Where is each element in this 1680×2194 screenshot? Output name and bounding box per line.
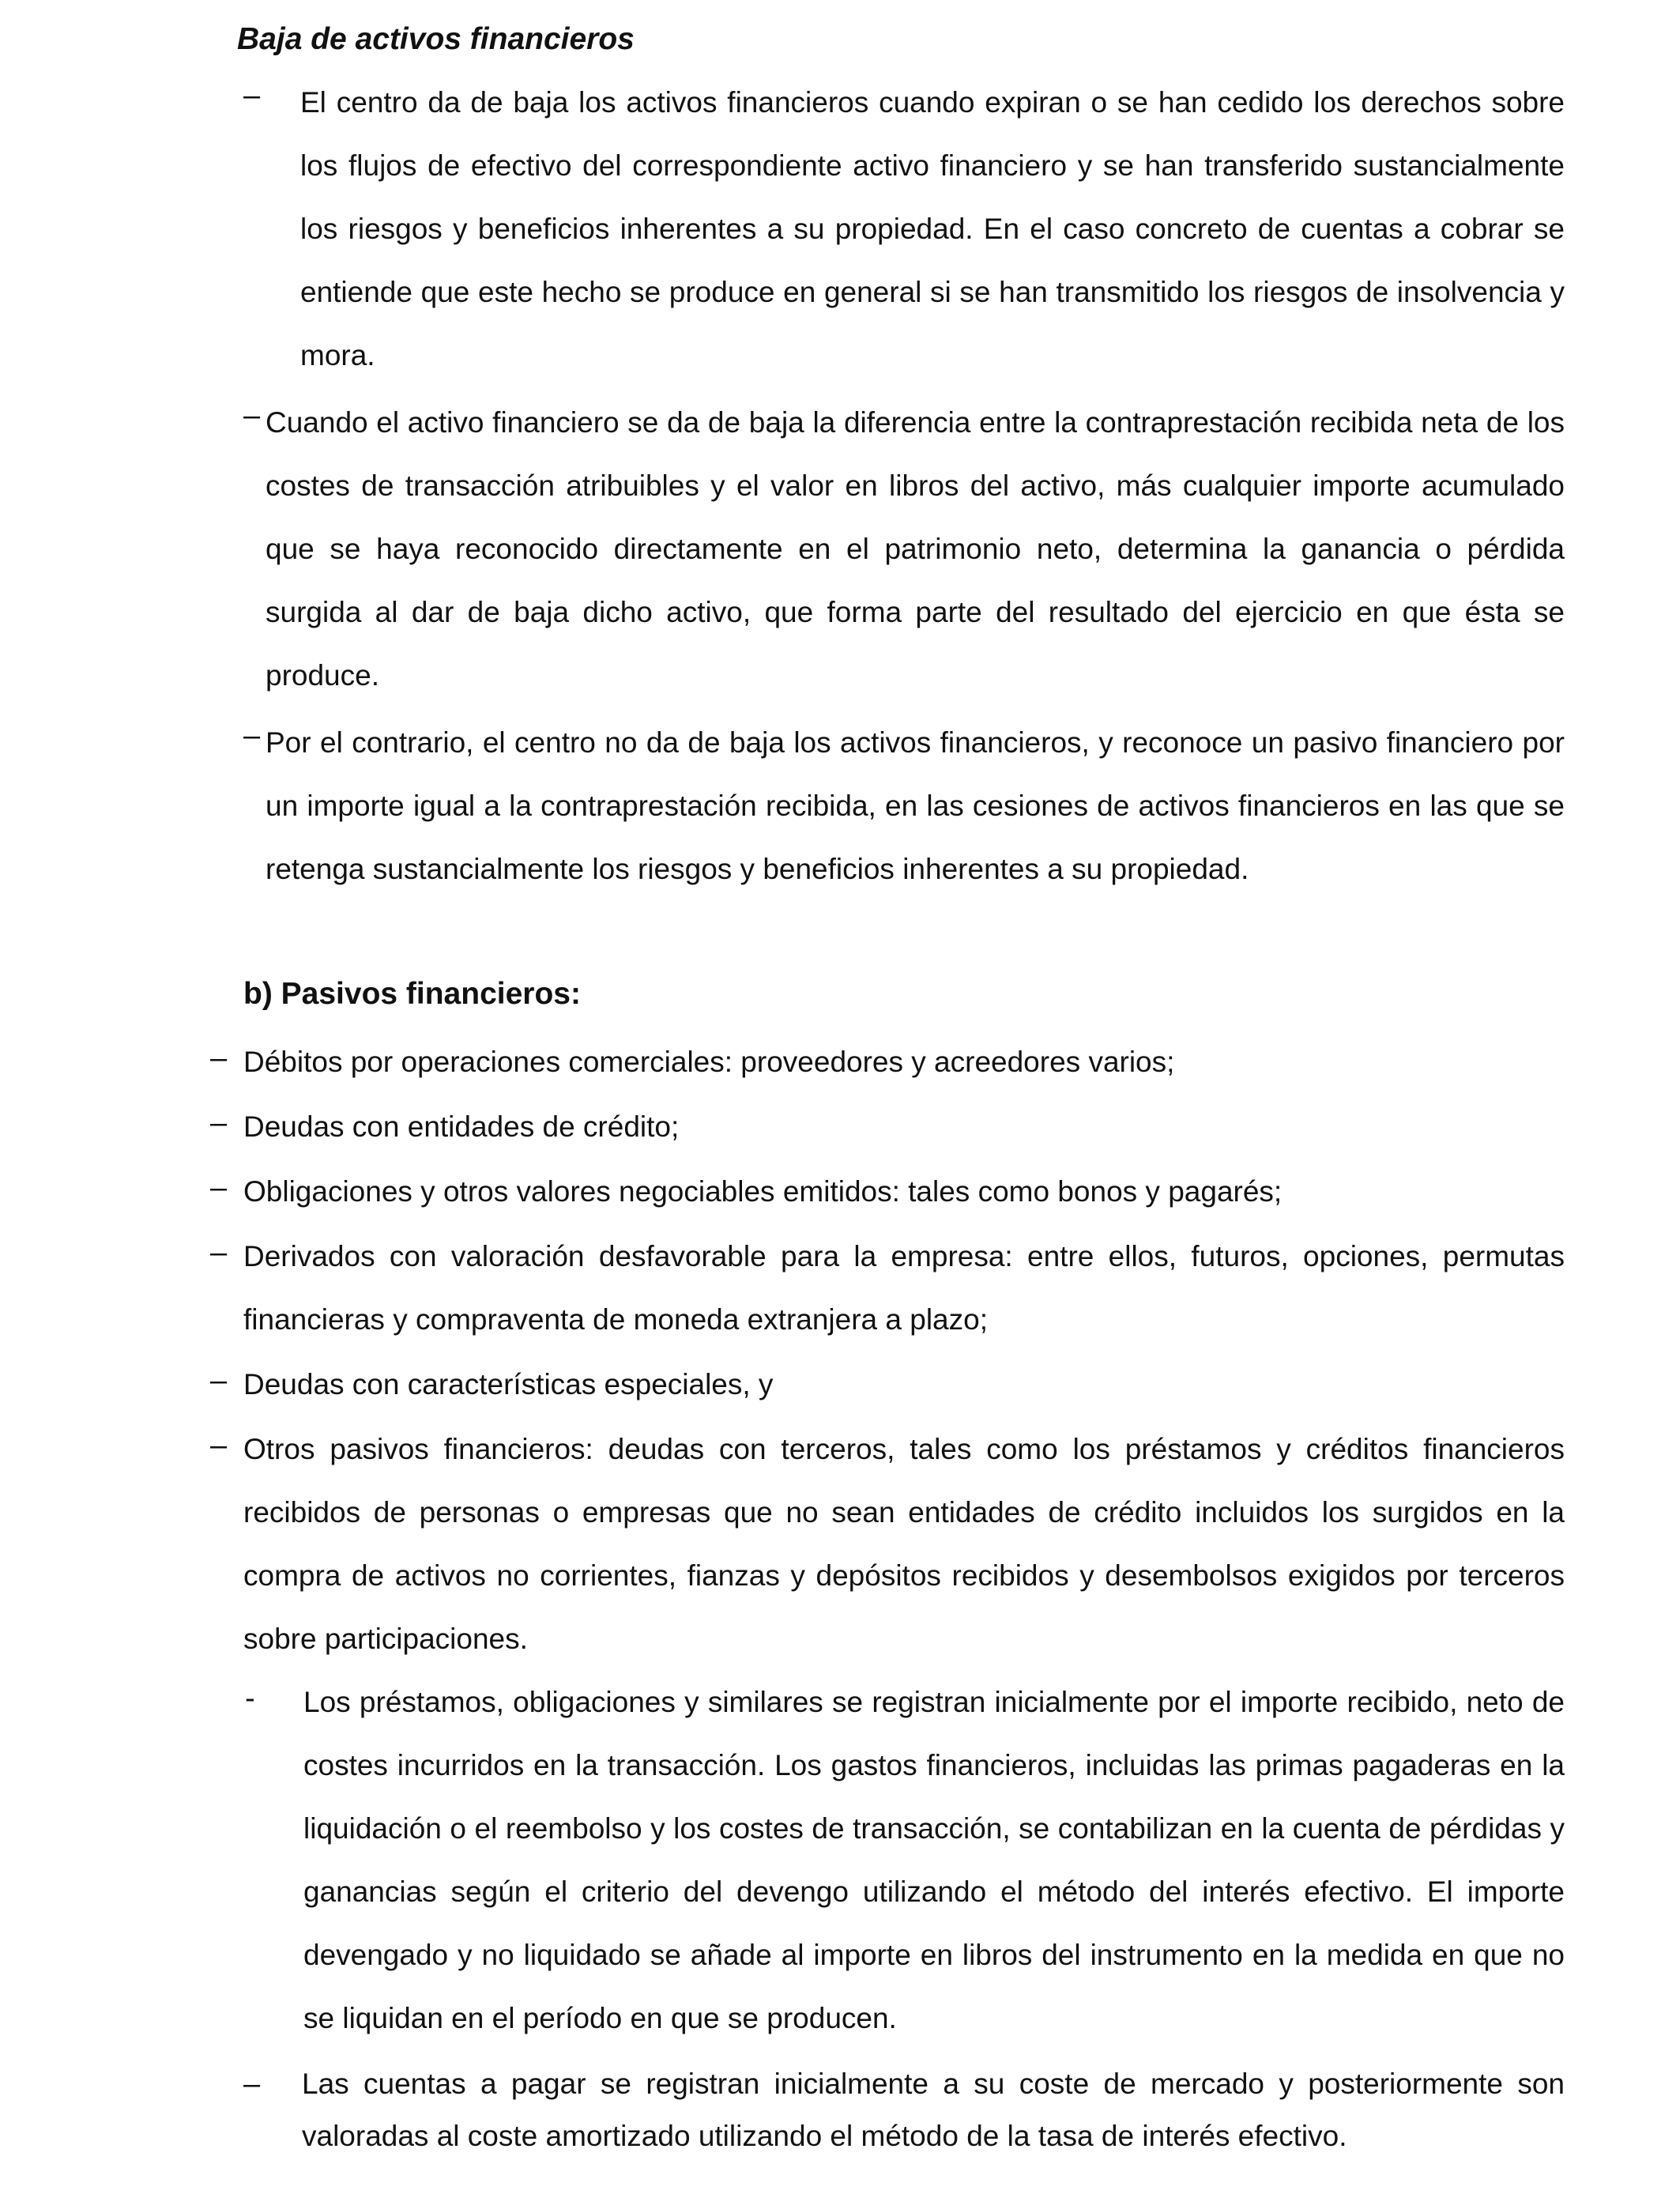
list-item-text-content: Por el contrario, el centro no da de baja los activos financieros, y reconoce un pasivo financiero por un importe igual a la contraprestación recibida, en las cesiones de activos financieros en las que se retenga sustancialmente los riesgos y beneficios inherentes a su propiedad. [266,726,1565,885]
list-item-text: Deudas con características especiales, y [243,1368,774,1400]
section-heading: Baja de activos financieros [237,22,635,56]
list-item-text: Deudas con entidades de crédito; [243,1110,680,1143]
list-item-text-content: Cuando el activo financiero se da de baja la diferencia entre la contraprestación recibida neta de los costes de transacción atribuibles y el valor en libros del activo, más cualquier importe acumulado que se haya reconocido directamente en el patrimonio neto, determina la ganancia o pérdida surgida al dar de baja dicho activo, que forma parte del resultado del ejercicio en que ésta se produce. [266,406,1565,692]
list-item [237,2068,1565,2194]
list-item-text: Débitos por operaciones comerciales: proveedores y acreedores varios; [243,1046,1175,1078]
list-item [237,1682,1565,2061]
list-marker: – [243,2068,261,2101]
list-marker: - [245,1682,255,1715]
list-item [210,1236,1565,1363]
list-marker: – [210,1236,228,1269]
list-item [237,719,1565,972]
list-marker: – [210,1429,228,1462]
list-marker: – [243,79,261,112]
list-marker: – [243,399,261,432]
list-marker: – [210,1042,228,1075]
list-item-text: Las cuentas a pagar se registran inicialmente a su coste de mercado y posteriormente son valoradas al coste amortizado utilizando el método de la tasa de interés efectivo. [302,2068,1565,2152]
list-item [210,1429,1565,1682]
list-item-text: El centro da de baja los activos financieros cuando expiran o se han cedido los derechos sobre los flujos de efectivo del correspondiente activo financiero y se han transferido sustancialmente los riesgos y beneficios inherentes a su propiedad. En el caso concreto de cuentas a cobrar se entiende que este hecho se produce en general si se han transmitido los riesgos de insolvencia y mora. [300,86,1565,371]
list-item-text: Otros pasivos financieros: deudas con terceros, tales como los préstamos y créditos financieros recibidos de personas o empresas que no sean entidades de crédito incluidos los surgidos en la compra de activos no corrientes, fianzas y depósitos recibidos y desembolsos exigidos por terceros sobre participaciones. [243,1433,1565,1655]
list-marker: – [210,1171,228,1204]
list-item-text [266,391,1565,707]
list-item [237,399,1565,715]
list-item-text: Los préstamos, obligaciones y similares se registran inicialmente por el importe recibido, neto de costes incurridos en la transacción. Los gastos financieros, incluidas las primas pagaderas en la liquidación o el reembolso y los costes de transacción, se contabilizan en la cuenta de pérdidas y ganancias según el criterio del devengo utilizando el método del interés efectivo. El importe devengado y no liquidado se añade al importe en libros del instrumento en la medida en que no se liquidan en el período en que se producen. [303,1686,1565,2034]
subsection-heading: b) Pasivos financieros: [243,977,581,1011]
list-marker: – [210,1106,228,1140]
list-marker: – [210,1364,228,1397]
list-item-text: Derivados con valoración desfavorable para la empresa: entre ellos, futuros, opciones, permutas financieras y compraventa de moneda extranjera a plazo; [243,1240,1565,1336]
list-marker: – [243,719,261,752]
list-item [237,79,1565,395]
list-item-text [266,711,1565,901]
list-item-text: Obligaciones y otros valores negociables emitidos: tales como bonos y pagarés; [243,1175,1283,1208]
